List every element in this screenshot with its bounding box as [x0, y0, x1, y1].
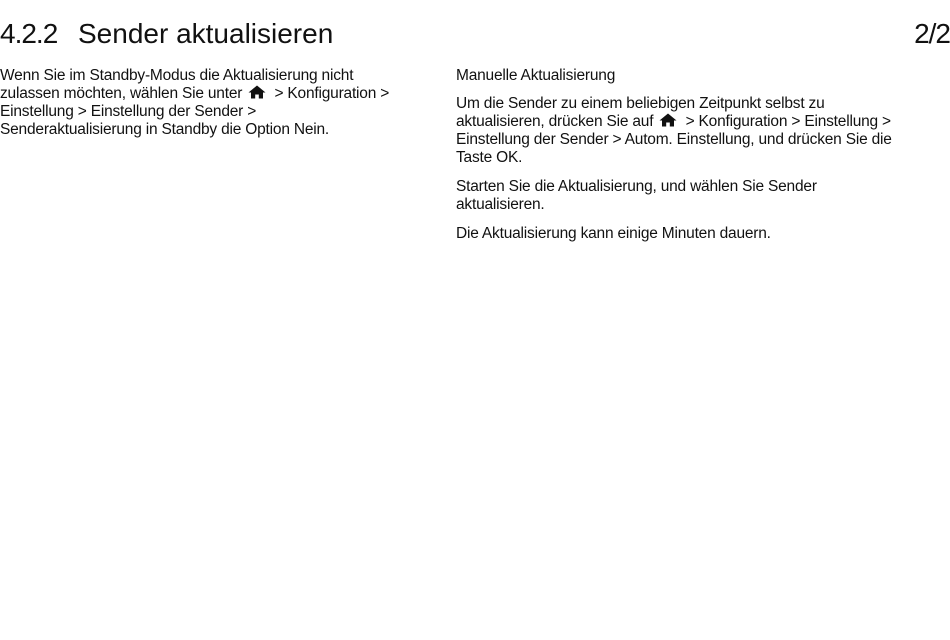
left-column	[0, 67, 400, 150]
right-paragraph-start-update: Starten Sie die Aktualisierung, und wählen Sie Sender aktualisieren.	[456, 178, 817, 213]
home-icon	[248, 85, 266, 99]
page-header	[0, 14, 950, 54]
left-paragraph-text-end: > Konfiguration > Einstellung > Einstellung der Sender > Senderaktualisierung in Standby die Option Nein.	[0, 85, 390, 138]
right-column	[456, 67, 896, 254]
subheading-manual-update: Manuelle Aktualisierung	[456, 67, 616, 84]
right-paragraph-text-start: Um die Sender zu einem beliebigen Zeitpunkt selbst zu aktualisieren, drücken Sie auf	[456, 95, 825, 130]
page-indicator: 2/2	[914, 18, 950, 49]
left-paragraph	[0, 67, 400, 139]
right-paragraph-duration: Die Aktualisierung kann einige Minuten dauern.	[456, 225, 771, 242]
right-paragraph-instructions	[456, 95, 896, 167]
home-icon	[659, 113, 677, 127]
section-number: 4.2.2	[0, 18, 58, 49]
left-paragraph-text-start: Wenn Sie im Standby-Modus die Aktualisierung nicht zulassen möchten, wählen Sie unter	[0, 67, 354, 102]
page-title: Sender aktualisieren	[78, 18, 334, 49]
right-paragraph-text-end: > Konfiguration > Einstellung > Einstellung der Sender > Autom. Einstellung, und drücken Sie die Taste OK.	[456, 113, 892, 166]
